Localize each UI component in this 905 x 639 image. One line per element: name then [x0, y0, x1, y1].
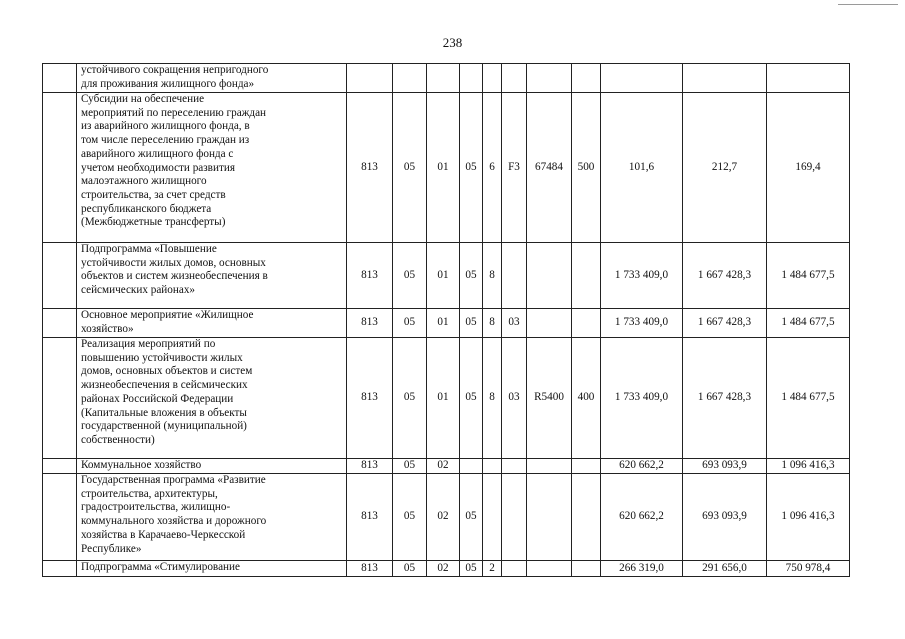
row-margin-cell [43, 309, 77, 338]
subsection-code: 01 [427, 309, 460, 338]
expense-type-code [572, 243, 601, 309]
main-event-code [502, 474, 527, 561]
subsection-code: 01 [427, 338, 460, 459]
section-code: 05 [393, 459, 427, 474]
amount-year-1: 620 662,2 [601, 474, 683, 561]
description-line: жизнеобеспечения в сейсмических [81, 379, 248, 392]
program-code [460, 64, 483, 93]
description-line: малоэтажного жилищного [81, 175, 207, 188]
amount-year-1 [601, 64, 683, 93]
table-row [43, 459, 850, 474]
expense-type-code: 500 [572, 93, 601, 243]
admin-code: 813 [347, 561, 393, 577]
description-line: мероприятий по переселению граждан [81, 106, 267, 119]
main-event-code: F3 [502, 93, 527, 243]
main-event-code [502, 243, 527, 309]
section-code [393, 64, 427, 93]
subprogram-code [483, 64, 502, 93]
direction-code [527, 561, 572, 577]
description-line: Государственная программа «Развитие [81, 474, 266, 486]
description-line: учетом необходимости развития [81, 161, 235, 174]
amount-year-3 [767, 64, 850, 93]
row-margin-cell [43, 93, 77, 243]
expense-type-code [572, 309, 601, 338]
row-margin-cell [43, 561, 77, 577]
page-number: 238 [442, 35, 463, 50]
row-description [77, 561, 347, 577]
description-line: том числе переселению граждан из [81, 134, 250, 147]
table-row [43, 561, 850, 577]
subsection-code: 02 [427, 474, 460, 561]
description-line: хозяйства в Карачаево-Черкесской [81, 528, 246, 541]
subprogram-code [483, 459, 502, 474]
description-line: (Межбюджетные трансферты) [81, 216, 226, 229]
description-line: собственности) [81, 433, 155, 446]
description-line: государственной (муниципальной) [81, 420, 247, 433]
description-line: устойчивости жилых домов, основных [81, 256, 266, 269]
description-line: (Капитальные вложения в объекты [81, 406, 247, 419]
description-line: районах Российской Федерации [81, 392, 234, 405]
row-description [77, 243, 347, 309]
amount-year-2: 693 093,9 [683, 474, 767, 561]
admin-code [347, 64, 393, 93]
section-code: 05 [393, 561, 427, 577]
subsection-code: 02 [427, 561, 460, 577]
row-description [77, 459, 347, 474]
amount-year-1: 1 733 409,0 [601, 309, 683, 338]
direction-code [527, 474, 572, 561]
expense-type-code [572, 64, 601, 93]
amount-year-2: 291 656,0 [683, 561, 767, 577]
description-line: строительства, за счет средств [81, 188, 226, 201]
expense-type-code: 400 [572, 338, 601, 459]
top-rule [838, 4, 898, 5]
subprogram-code: 6 [483, 93, 502, 243]
amount-year-3: 169,4 [767, 93, 850, 243]
amount-year-1: 101,6 [601, 93, 683, 243]
description-line: повышению устойчивости жилых [81, 351, 243, 364]
table-row [43, 474, 850, 561]
subprogram-code: 2 [483, 561, 502, 577]
description-line: Подпрограмма «Повышение [81, 243, 217, 255]
direction-code [527, 459, 572, 474]
admin-code: 813 [347, 309, 393, 338]
direction-code: 67484 [527, 93, 572, 243]
description-line: аварийного жилищного фонда с [81, 147, 234, 160]
amount-year-2: 1 667 428,3 [683, 309, 767, 338]
amount-year-3: 1 096 416,3 [767, 459, 850, 474]
amount-year-1: 620 662,2 [601, 459, 683, 474]
amount-year-3: 1 484 677,5 [767, 338, 850, 459]
description-line: Реализация мероприятий по [81, 338, 216, 350]
amount-year-1: 1 733 409,0 [601, 243, 683, 309]
description-line: Подпрограмма «Стимулирование [81, 561, 240, 573]
subsection-code: 01 [427, 93, 460, 243]
admin-code: 813 [347, 459, 393, 474]
description-line: коммунального хозяйства и дорожного [81, 515, 267, 528]
description-line: Республике» [81, 542, 142, 555]
table-row [43, 64, 850, 93]
section-code: 05 [393, 93, 427, 243]
table-row [43, 338, 850, 459]
description-line: объектов и систем жизнеобеспечения в [81, 270, 268, 283]
program-code: 05 [460, 243, 483, 309]
amount-year-3: 1 484 677,5 [767, 309, 850, 338]
amount-year-2: 1 667 428,3 [683, 243, 767, 309]
amount-year-2: 693 093,9 [683, 459, 767, 474]
description-line: домов, основных объектов и систем [81, 365, 253, 378]
program-code: 05 [460, 338, 483, 459]
subsection-code [427, 64, 460, 93]
subsection-code: 01 [427, 243, 460, 309]
description-line: Коммунальное хозяйство [81, 459, 202, 471]
admin-code: 813 [347, 93, 393, 243]
subprogram-code: 8 [483, 338, 502, 459]
description-line: Субсидии на обеспечение [81, 93, 205, 105]
expense-type-code [572, 459, 601, 474]
description-line: республиканского бюджета [81, 202, 212, 215]
amount-year-3: 1 484 677,5 [767, 243, 850, 309]
direction-code: R5400 [527, 338, 572, 459]
subprogram-code [483, 474, 502, 561]
amount-year-2: 1 667 428,3 [683, 338, 767, 459]
amount-year-3: 750 978,4 [767, 561, 850, 577]
amount-year-1: 1 733 409,0 [601, 338, 683, 459]
row-margin-cell [43, 243, 77, 309]
amount-year-1: 266 319,0 [601, 561, 683, 577]
program-code: 05 [460, 309, 483, 338]
main-event-code [502, 459, 527, 474]
row-margin-cell [43, 474, 77, 561]
main-event-code [502, 64, 527, 93]
program-code: 05 [460, 561, 483, 577]
section-code: 05 [393, 243, 427, 309]
direction-code [527, 309, 572, 338]
description-line: сейсмических районах» [81, 284, 196, 297]
table-row [43, 309, 850, 338]
main-event-code: 03 [502, 338, 527, 459]
row-description [77, 474, 347, 561]
expense-type-code [572, 474, 601, 561]
budget-table [42, 63, 850, 577]
amount-year-3: 1 096 416,3 [767, 474, 850, 561]
table-row [43, 93, 850, 243]
program-code: 05 [460, 474, 483, 561]
subprogram-code: 8 [483, 309, 502, 338]
section-code: 05 [393, 474, 427, 561]
description-line: хозяйство» [81, 322, 134, 335]
table-row [43, 243, 850, 309]
program-code: 05 [460, 93, 483, 243]
description-line: из аварийного жилищного фонда, в [81, 120, 250, 133]
direction-code [527, 243, 572, 309]
row-margin-cell [43, 459, 77, 474]
row-margin-cell [43, 64, 77, 93]
main-event-code: 03 [502, 309, 527, 338]
amount-year-2 [683, 64, 767, 93]
row-margin-cell [43, 338, 77, 459]
direction-code [527, 64, 572, 93]
description-line: строительства, архитектуры, [81, 487, 218, 500]
description-line: градостроительства, жилищно- [81, 501, 231, 514]
row-description [77, 309, 347, 338]
admin-code: 813 [347, 243, 393, 309]
description-line: для проживания жилищного фонда» [81, 77, 255, 90]
description-line: устойчивого сокращения непригодного [81, 64, 269, 76]
section-code: 05 [393, 338, 427, 459]
main-event-code [502, 561, 527, 577]
description-line: Основное мероприятие «Жилищное [81, 309, 254, 321]
row-description [77, 64, 347, 93]
row-description [77, 338, 347, 459]
program-code [460, 459, 483, 474]
subprogram-code: 8 [483, 243, 502, 309]
expense-type-code [572, 561, 601, 577]
admin-code: 813 [347, 474, 393, 561]
admin-code: 813 [347, 338, 393, 459]
row-description [77, 93, 347, 243]
section-code: 05 [393, 309, 427, 338]
subsection-code: 02 [427, 459, 460, 474]
amount-year-2: 212,7 [683, 93, 767, 243]
